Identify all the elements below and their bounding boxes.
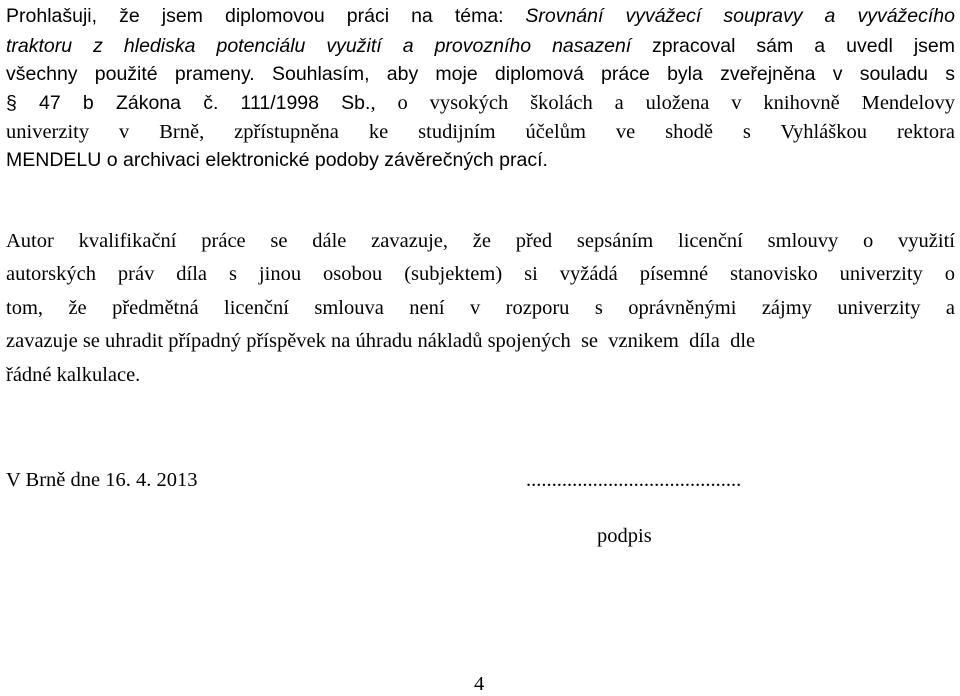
- declaration-line-2: [6, 34, 955, 58]
- declaration-line-3: všechny použité prameny. Souhlasím, aby moje diplomová práce byla zveřejněna v souladu s: [6, 63, 955, 85]
- law-reference: § 47 b Zákona č. 111/1998 Sb.: [6, 92, 371, 114]
- license-line-4: zavazuje se uhradit případný příspěvek na úhradu nákladů spojených se vznikem díla dle: [6, 330, 756, 352]
- declaration-text: zpracoval sám a uvedl jsem: [651, 35, 955, 57]
- license-line-1: Autor kvalifikační práce se dále zavazuje, že před sepsáním licenční smlouvy o využití: [6, 230, 955, 252]
- declaration-line-4: [6, 91, 955, 115]
- signature-line: ..........................................: [526, 469, 742, 491]
- license-line-3: tom, že předmětná licenční smlouva není v rozporu s oprávněnými zájmy univerzity a: [6, 297, 955, 319]
- thesis-title: traktoru z hlediska potenciálu využití a provozního nasazení: [6, 35, 632, 57]
- declaration-line-5: univerzity v Brně, zpřístupněna ke studijním účelům ve shodě s Vyhláškou rektora: [6, 121, 955, 143]
- thesis-title: Srovnání vyvážecí soupravy a vyvážecího: [525, 5, 955, 27]
- declaration-text: , o vysokých školách a uložena v knihovně Mendelovy: [370, 92, 955, 114]
- declaration-text: Prohlašuji, že jsem diplomovou práci na téma:: [6, 5, 504, 27]
- declaration-line-6: MENDELU o archivaci elektronické podoby závěrečných prací.: [6, 149, 548, 171]
- signature-label: podpis: [597, 525, 652, 547]
- license-line-2: autorských práv díla s jinou osobou (subjektem) si vyžádá písemné stanovisko univerzity o: [6, 263, 955, 285]
- declaration-line-1: [6, 4, 955, 28]
- page-number: 4: [474, 673, 485, 695]
- license-line-5: řádné kalkulace.: [6, 364, 141, 386]
- place-date: V Brně dne 16. 4. 2013: [6, 469, 198, 491]
